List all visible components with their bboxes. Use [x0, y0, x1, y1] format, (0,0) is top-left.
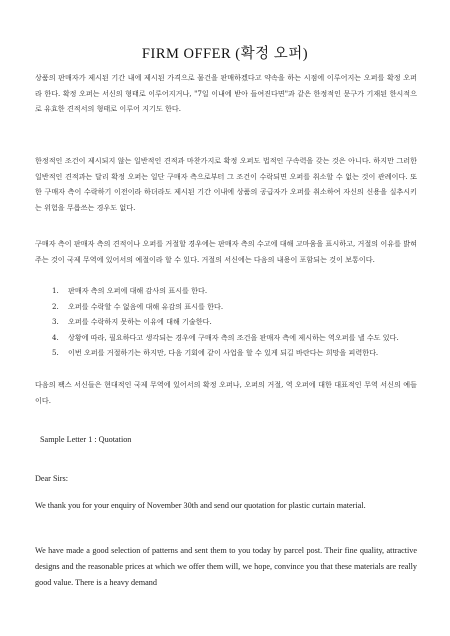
letter-salutation: Dear Sirs:	[35, 474, 68, 483]
list-item-text: 오퍼를 수락하지 못하는 이유에 대해 기술한다.	[68, 317, 212, 327]
letter-paragraph-thanks: We thank you for your enquiry of November 30th and send our quotation for plastic curtain material.	[35, 501, 366, 510]
rejection-content-list	[35, 283, 417, 361]
list-item-number: 3.	[52, 317, 59, 327]
list-item	[35, 283, 417, 299]
list-item-number: 2.	[52, 301, 59, 311]
list-item-text: 판매자 측의 오퍼에 대해 감사의 표시를 한다.	[68, 286, 208, 295]
paragraph-rejection-etiquette: 구매자 측이 판매자 측의 견적이나 오퍼를 거절할 경우에는 판매자 측의 수고에 대해 고마움을 표시하고, 거절의 이유를 밝혀주는 것이 국제 무역에 있어서의 예절이라 할 수 있다. 거절의 서신에는 다음의 내용이 포함되는 것이 보통이다.	[35, 239, 417, 264]
list-item-text: 이번 오퍼를 거절하기는 하지만, 다음 기회에 같이 사업을 할 수 있게 되길 바란다는 희망을 피력한다.	[68, 348, 379, 358]
letter-paragraph-patterns: We have made a good selection of patterns and sent them to you today by parcel post. Their fine quality, attractive designs and the reasonable prices at which we offer them will, we hope, convince you that these materials are really good value. There is a heavy demand	[35, 546, 417, 587]
list-item	[35, 299, 417, 315]
list-item	[35, 330, 417, 346]
list-item-number: 4.	[52, 332, 59, 342]
list-item-number: 1.	[52, 286, 59, 295]
paragraph-binding-nature: 한정적인 조건이 제시되지 않는 일반적인 견적과 마찬가지로 확정 오퍼도 법적인 구속력을 갖는 것은 아니다. 하지만 그러한 일반적인 견적과는 달리 확정 오퍼는 일단 구매자 측으로부터 그 조건이 수락되면 오퍼를 취소할 수 없는 것이 관례이다. 또한 구매자 측이 수락하기 이전이라 하더라도 제시된 기간 이내에 상품의 공급자가 오퍼를 취소하여 자신의 신용을 실추시키는 위험을 무릅쓰는 경우도 없다.	[35, 156, 417, 212]
sample-letter-label: Sample Letter 1 : Quotation	[40, 435, 132, 444]
list-item-text: 오퍼를 수락할 수 없음에 대해 유감의 표시를 한다.	[68, 301, 224, 311]
list-item-text: 상황에 따라, 필요하다고 생각되는 경우에 구매자 측의 조건을 판매자 측에 제시하는 역오퍼를 낼 수도 있다.	[68, 332, 399, 342]
paragraph-fax-examples: 다음의 팩스 서신들은 현대적인 국제 무역에 있어서의 확정 오퍼나, 오퍼의 거절, 역 오퍼에 대한 대표적인 무역 서신의 예들이다.	[35, 380, 417, 405]
list-item	[35, 314, 417, 330]
list-item	[35, 345, 417, 361]
list-item-number: 5.	[52, 348, 59, 358]
document-title: FIRM OFFER (확정 오퍼)	[141, 46, 309, 62]
paragraph-firm-offer-definition: 상품의 판매자가 제시된 기간 내에 제시된 가격으로 물건을 판매하겠다고 약속을 하는 시점에 이루어지는 오퍼를 확정 오퍼라 한다. 확정 오퍼는 서신의 형태로 이루어지거나, "7일 이내에 받아 들여진다면"과 같은 한정적인 문구가 기재된 한시적으로 유효한 견적서의 형태로 이루어 지기도 한다.	[35, 73, 417, 114]
